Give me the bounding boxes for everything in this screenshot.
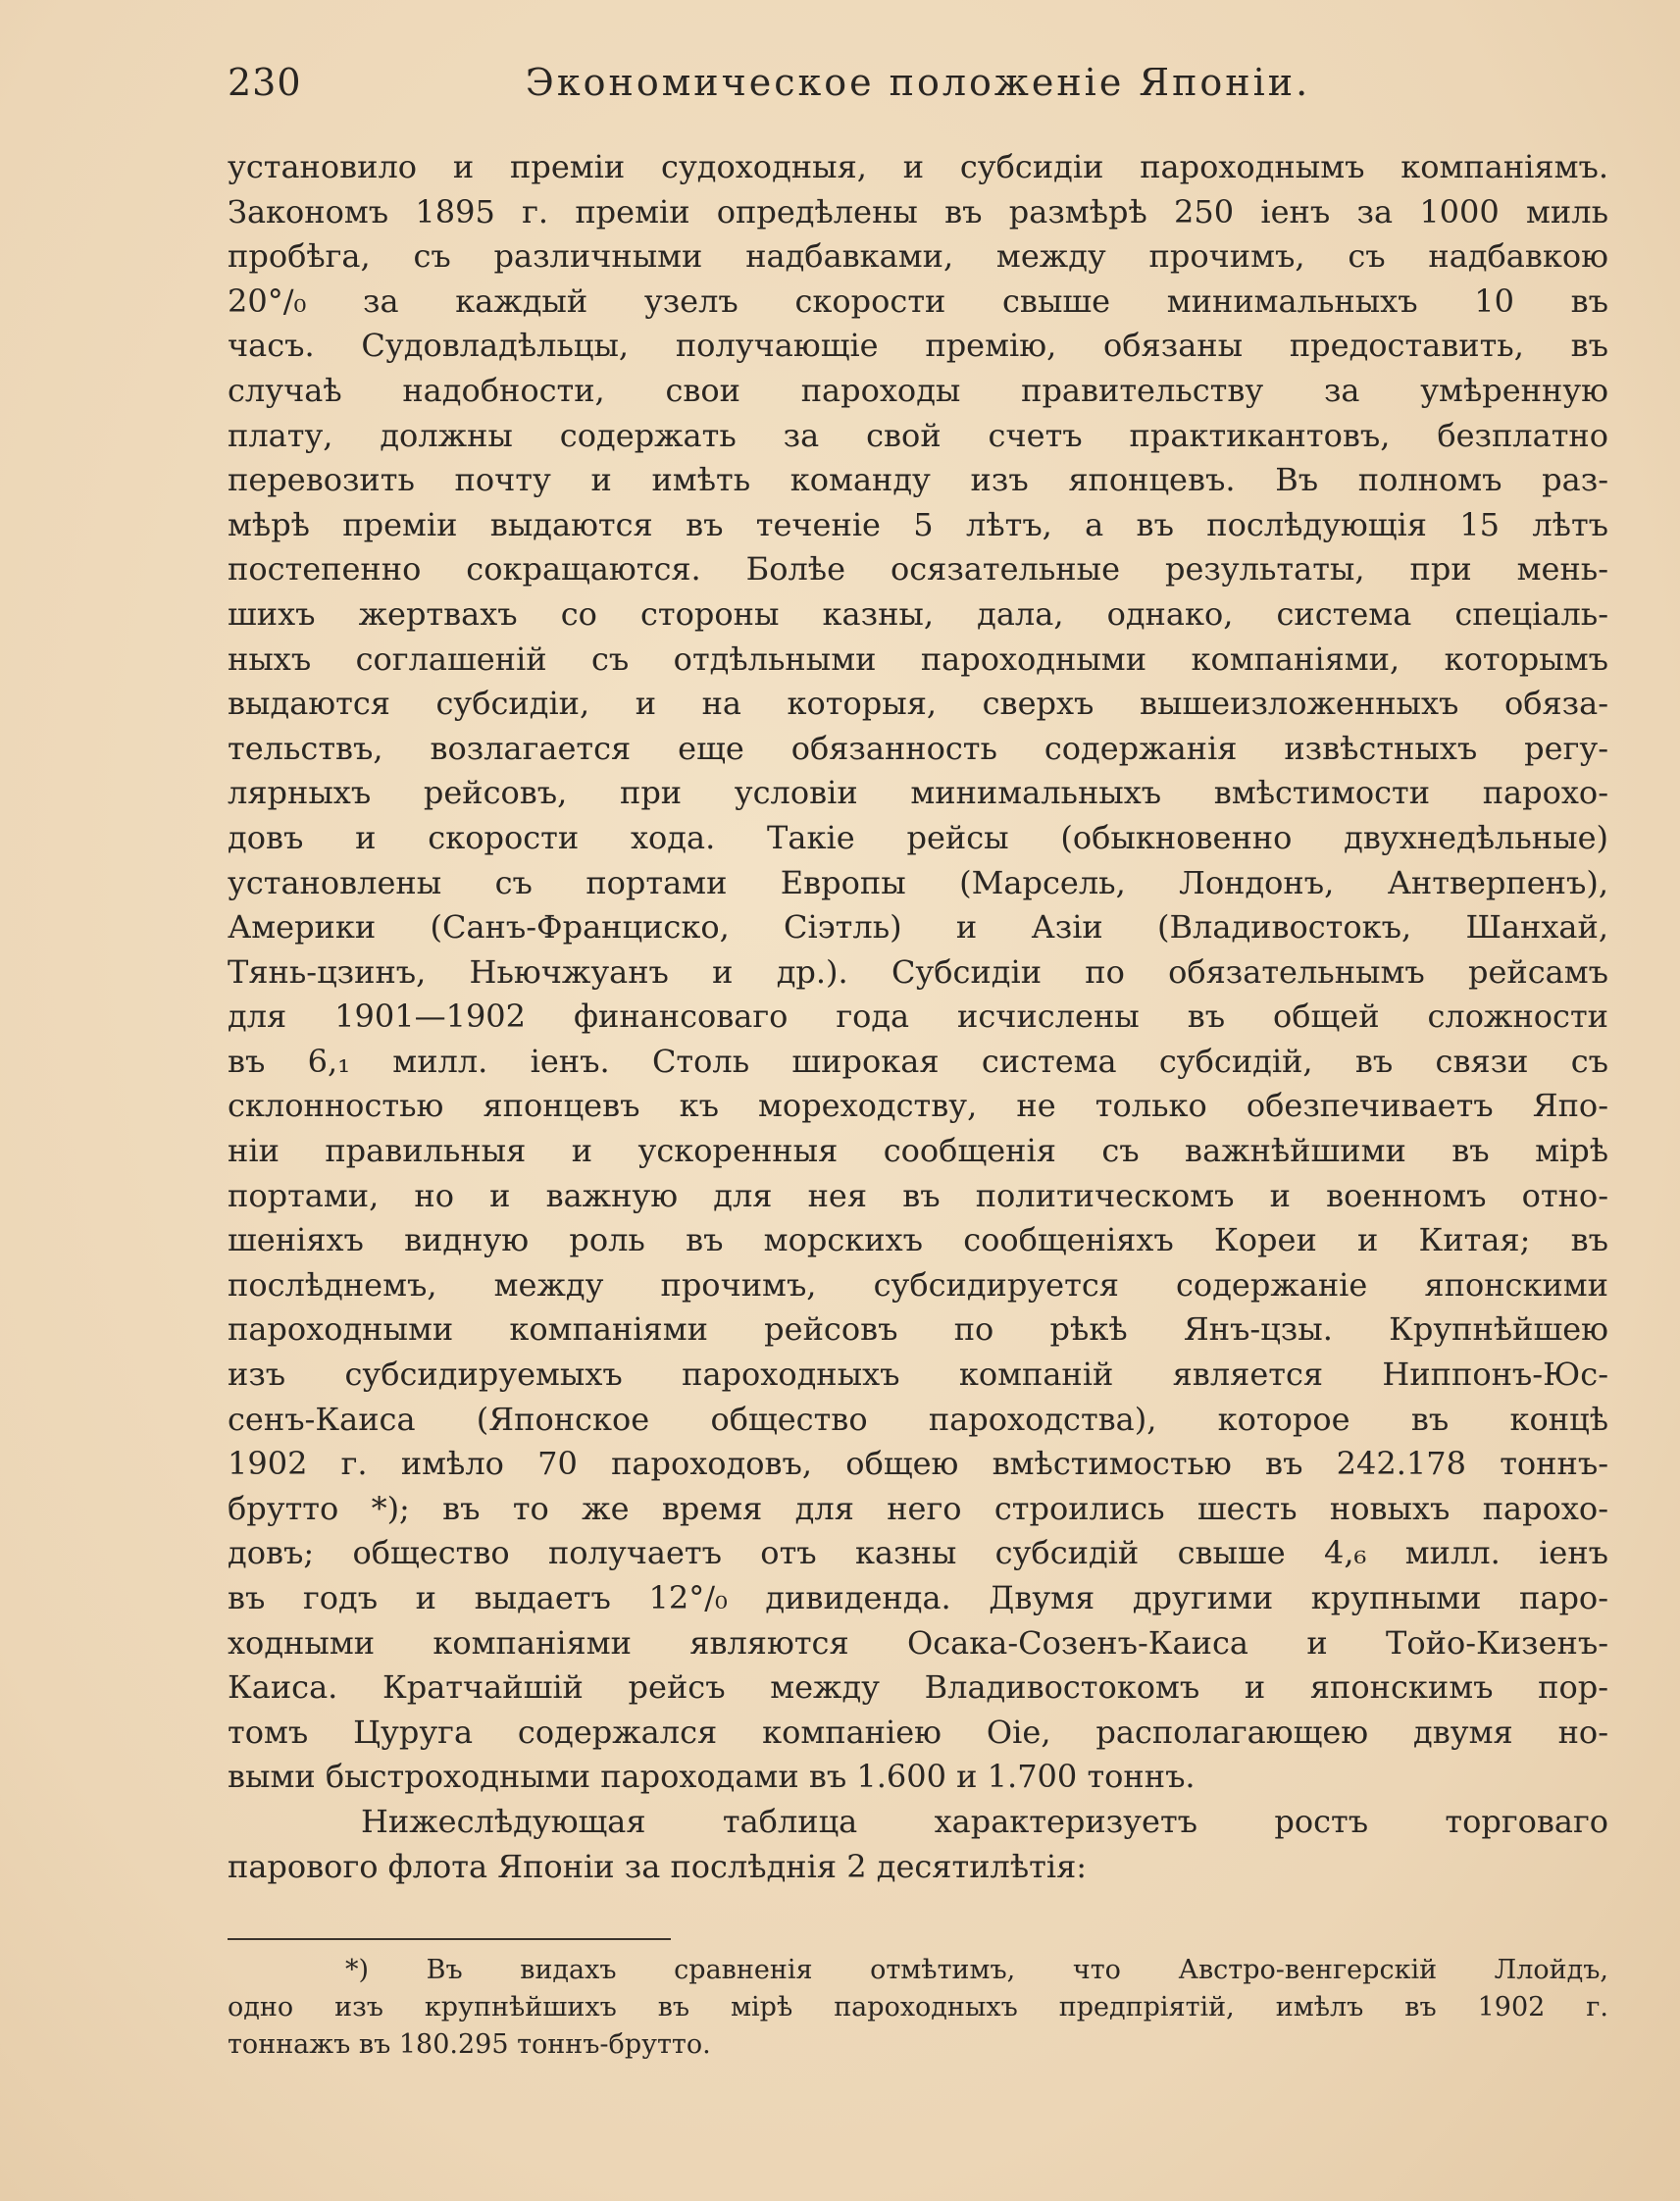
text-line: Закономъ 1895 г. преміи опредѣлены въ размѣрѣ 250 іенъ за 1000 миль: [228, 192, 1608, 230]
text-line: перевозить почту и имѣть команду изъ японцевъ. Въ полномъ раз-: [228, 461, 1608, 499]
text-line: мѣрѣ преміи выдаются въ теченіе 5 лѣтъ, а въ послѣдующія 15 лѣтъ: [228, 505, 1608, 543]
text-line: сенъ-Каиса (Японское общество пароходства), которое въ концѣ: [228, 1400, 1608, 1438]
text-line: Америки (Санъ-Франциско, Сіэтль) и Азіи (Владивостокъ, Шанхай,: [228, 908, 1608, 947]
text-line: выдаются субсидіи, и на которыя, сверхъ вышеизложенныхъ обяза-: [228, 685, 1608, 723]
text-line: Тянь-цзинъ, Ньючжуанъ и др.). Субсидіи по обязательнымъ рейсамъ: [228, 952, 1608, 991]
text-line: въ годъ и выдаетъ 12°/₀ дивиденда. Двумя другими крупными паро-: [228, 1579, 1608, 1616]
text-line: плату, должны содержать за свой счетъ практикантовъ, безплатно: [228, 416, 1608, 454]
text-line: склонностью японцевъ къ мореходству, не только обезпечиваетъ Япо-: [228, 1087, 1608, 1125]
text-line: шихъ жертвахъ со стороны казны, дала, однако, система спеціаль-: [228, 594, 1608, 633]
text-line: Нижеслѣдующая таблица характеризуетъ ростъ торговаго: [361, 1802, 1608, 1840]
running-title: Экономическое положеніе Японіи.: [525, 61, 1311, 104]
text-line: лярныхъ рейсовъ, при условіи минимальныхъ вмѣстимости парохо-: [228, 774, 1608, 812]
page-number: 230: [228, 61, 302, 104]
text-line: брутто *); въ то же время для него строились шесть новыхъ парохо-: [228, 1489, 1608, 1527]
text-line: для 1901—1902 финансоваго года исчислены въ общей сложности: [228, 998, 1608, 1036]
text-line: установлены съ портами Европы (Марсель, Лондонъ, Антверпенъ),: [228, 863, 1608, 901]
text-line: послѣднемъ, между прочимъ, субсидируется содержаніе японскими: [228, 1265, 1608, 1304]
text-line: довъ и скорости хода. Такіе рейсы (обыкновенно двухнедѣльные): [228, 818, 1608, 856]
text-line: постепенно сокращаются. Болѣе осязательные результаты, при мень-: [228, 550, 1608, 589]
footnote-line: тоннажъ въ 180.295 тоннъ-брутто.: [228, 2029, 711, 2060]
text-line: часъ. Судовладѣльцы, получающіе премію, обязаны предоставить, въ: [228, 327, 1608, 365]
text-line: изъ субсидируемыхъ пароходныхъ компаній является Ниппонъ-Юс-: [228, 1356, 1608, 1394]
text-line: случаѣ надобности, свои пароходы правительству за умѣренную: [228, 371, 1608, 409]
text-line: 1902 г. имѣло 70 пароходовъ, общею вмѣстимостью въ 242.178 тоннъ-: [228, 1445, 1608, 1483]
text-line: портами, но и важную для нея въ политическомъ и военномъ отно-: [228, 1176, 1608, 1214]
text-line: ніи правильныя и ускоренныя сообщенія съ важнѣйшими въ мірѣ: [228, 1132, 1608, 1170]
page-header: [228, 61, 1608, 120]
text-line: пароходными компаніями рейсовъ по рѣкѣ Янъ-цзы. Крупнѣйшею: [228, 1310, 1608, 1349]
text-line: установило и преміи судоходныя, и субсидіи пароходнымъ компаніямъ.: [228, 148, 1608, 185]
text-line: тельствъ, возлагается еще обязанность содержанія извѣстныхъ регу-: [228, 729, 1608, 767]
text-line: выми быстроходными пароходами въ 1.600 и 1.700 тоннъ.: [228, 1758, 1196, 1796]
text-line: довъ; общество получаетъ отъ казны субсидій свыше 4,₆ милл. іенъ: [228, 1534, 1608, 1572]
text-line: въ 6,₁ милл. іенъ. Столь широкая система субсидій, въ связи съ: [228, 1042, 1608, 1080]
text-line: ныхъ соглашеній съ отдѣльными пароходными компаніями, которымъ: [228, 640, 1608, 678]
text-line: ходными компаніями являются Осака-Созенъ-Каиса и Тойо-Кизенъ-: [228, 1623, 1608, 1662]
text-line: томъ Цуруга содержался компаніею Оіе, располагающею двумя но-: [228, 1713, 1608, 1751]
text-line: шеніяхъ видную роль въ морскихъ сообщеніяхъ Кореи и Китая; въ: [228, 1221, 1608, 1259]
text-line: Каиса. Кратчайшій рейсъ между Владивостокомъ и японскимъ пор-: [228, 1668, 1608, 1707]
text-line: пробѣга, съ различными надбавками, между прочимъ, съ надбавкою: [228, 237, 1608, 276]
footnote-divider: [228, 1938, 671, 1940]
footnote-line: одно изъ крупнѣйшихъ въ мірѣ пароходныхъ предпріятій, имѣлъ въ 1902 г.: [228, 1992, 1608, 2022]
footnote: [228, 1952, 1608, 2064]
main-text: [228, 145, 1608, 1889]
footnote-line: *) Въ видахъ сравненія отмѣтимъ, что Австро-венгерскій Ллойдъ,: [345, 1955, 1608, 1985]
text-line: 20°/₀ за каждый узелъ скорости свыше минимальныхъ 10 въ: [228, 282, 1608, 320]
text-line: парового флота Японіи за послѣднія 2 десятилѣтія:: [228, 1847, 1088, 1885]
